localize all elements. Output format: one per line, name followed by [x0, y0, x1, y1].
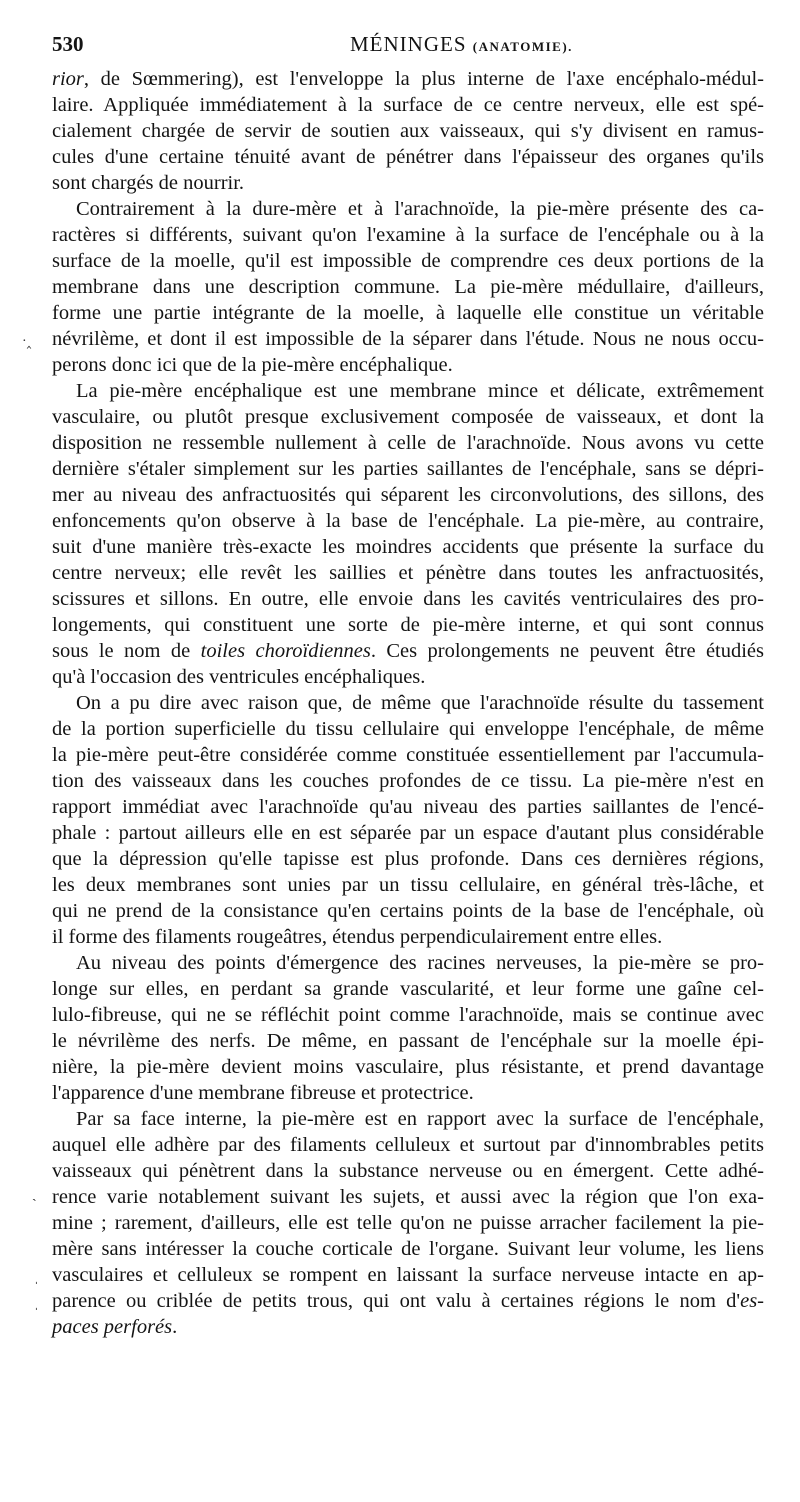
text-line: centre nerveux; elle revêt les saillies et pénètre dans toutes les anfractuosités, [52, 562, 764, 584]
text-line: qu'à l'occasion des ventricules encéphaliques. [52, 666, 426, 688]
text-line: suit d'une manière très-exacte les moindres accidents que présente la surface du [52, 536, 764, 558]
text-line: forme une partie intégrante de la moelle, à laquelle elle constitue un véritable [52, 302, 764, 324]
text-line: qui ne prend de la consistance qu'en certains points de la base de l'encéphale, où [52, 900, 764, 922]
text-line: enfoncements qu'on observe à la base de l'encéphale. La pie-mère, au contraire, [52, 510, 764, 532]
paragraph [52, 196, 764, 378]
text-line: ractères si différents, suivant qu'on l'examine à la surface de l'encéphale ou à la [52, 224, 764, 246]
text-line: de la portion superficielle du tissu cellulaire qui enveloppe l'encéphale, de même [52, 718, 764, 740]
text-line: disposition ne ressemble nullement à celle de l'arachnoïde. Nous avons vu cette [52, 432, 764, 454]
text-line: les deux membranes sont unies par un tissu cellulaire, en général très-lâche, et [52, 874, 764, 896]
running-title-sub: (ANATOMIE). [472, 39, 573, 54]
text-line: nière, la pie-mère devient moins vasculaire, plus résistante, et prend davantage [52, 1056, 764, 1078]
text-line: lulo-fibreuse, qui ne se réfléchit point comme l'arachnoïde, mais se continue avec [52, 1004, 764, 1026]
running-head [52, 32, 772, 60]
text-line: longe sur elles, en perdant sa grande vascularité, et leur forme une gaîne cel- [52, 978, 764, 1000]
page-number: 530 [52, 32, 84, 56]
text-line: la pie-mère peut-être considérée comme constituée essentiellement par l'accumula- [52, 744, 764, 766]
margin-mark: ˌ [34, 1296, 39, 1311]
text-line: dernière s'étaler simplement sur les parties saillantes de l'encéphale, sans se dépri- [52, 458, 764, 480]
text-line: que la dépression qu'elle tapisse est plus profonde. Dans ces dernières régions, [52, 848, 764, 870]
text-line: cialement chargée de servir de soutien aux vaisseaux, qui s'y divisent en ramus- [52, 120, 764, 142]
body-text [52, 66, 764, 1340]
text-line: laire. Appliquée immédiatement à la surface de ce centre nerveux, elle est spé- [52, 94, 764, 116]
text-line: vasculaires et celluleux se rompent en laissant la surface nerveuse intacte en ap- [52, 1264, 764, 1286]
text-line: sont chargés de nourrir. [52, 172, 245, 194]
text-line: cules d'une certaine ténuité avant de pénétrer dans l'épaisseur des organes qu'ils [52, 146, 764, 168]
text-line: il forme des filaments rougeâtres, étendus perpendiculairement entre elles. [52, 926, 663, 948]
margin-mark: ˎ [32, 1187, 37, 1202]
text-line: surface de la moelle, qu'il est impossible de comprendre ces deux portions de la [52, 250, 764, 272]
text-line: Par sa face interne, la pie-mère est en rapport avec la surface de l'encéphale, [76, 1108, 764, 1130]
text-line: névrilème, et dont il est impossible de la séparer dans l'étude. Nous ne nous occu- [52, 328, 764, 350]
text-line: Au niveau des points d'émergence des racines nerveuses, la pie-mère se pro- [76, 952, 764, 974]
text-line: phale : partout ailleurs elle en est séparée par un espace d'autant plus considérable [52, 822, 764, 844]
text-line: On a pu dire avec raison que, de même que l'arachnoïde résulte du tassement [76, 692, 764, 714]
text-line: auquel elle adhère par des filaments celluleux et surtout par d'innombrables petits [52, 1134, 764, 1156]
running-title-main: MÉNINGES [350, 32, 467, 56]
text-line: scissures et sillons. En outre, elle envoie dans les cavités ventriculaires des pro- [52, 588, 764, 610]
text-line: paces perforés. [52, 1316, 178, 1338]
text-line: longements, qui constituent une sorte de pie-mère interne, et qui sont connus [52, 614, 764, 636]
margin-mark: ·‸ [22, 334, 32, 349]
paragraph [52, 690, 764, 950]
text-line: mer au niveau des anfractuosités qui séparent les circonvolutions, des sillons, des [52, 484, 764, 506]
text-line: rence varie notablement suivant les sujets, et aussi avec la région que l'on exa- [52, 1186, 764, 1208]
paragraph [52, 378, 764, 690]
paragraph [52, 66, 764, 196]
text-line: l'apparence d'une membrane fibreuse et protectrice. [52, 1082, 474, 1104]
paragraph [52, 950, 764, 1106]
text-line: perons donc ici que de la pie-mère encéphalique. [52, 354, 453, 376]
text-line: La pie-mère encéphalique est une membrane mince et délicate, extrêmement [76, 380, 764, 402]
text-line: rior, de Sœmmering), est l'enveloppe la plus interne de l'axe encéphalo-médul- [52, 68, 764, 90]
paragraph [52, 1106, 764, 1340]
text-line: sous le nom de toiles choroïdiennes. Ces prolongements ne peuvent être étudiés [52, 640, 765, 662]
text-line: mère sans intéresser la couche corticale de l'organe. Suivant leur volume, les liens [52, 1238, 764, 1260]
margin-mark: ˌ [34, 1270, 39, 1285]
text-line: vaisseaux qui pénètrent dans la substance nerveuse ou en émergent. Cette adhé- [52, 1160, 764, 1182]
text-line: rapport immédiat avec l'arachnoïde qu'au niveau des parties saillantes de l'encé- [52, 796, 764, 818]
text-line: parence ou criblée de petits trous, qui ont valu à certaines régions le nom d'es- [52, 1290, 764, 1312]
text-line: mine ; rarement, d'ailleurs, elle est telle qu'on ne puisse arracher facilement la pie- [52, 1212, 764, 1234]
running-title [350, 32, 573, 57]
text-line: membrane dans une description commune. La pie-mère médullaire, d'ailleurs, [52, 276, 764, 298]
text-line: vasculaire, ou plutôt presque exclusivement composée de vaisseaux, et dont la [52, 406, 764, 428]
text-line: Contrairement à la dure-mère et à l'arachnoïde, la pie-mère présente des ca- [76, 198, 764, 220]
text-line: tion des vaisseaux dans les couches profondes de ce tissu. La pie-mère n'est en [52, 770, 764, 792]
text-line: le névrilème des nerfs. De même, en passant de l'encéphale sur la moelle épi- [52, 1030, 764, 1052]
